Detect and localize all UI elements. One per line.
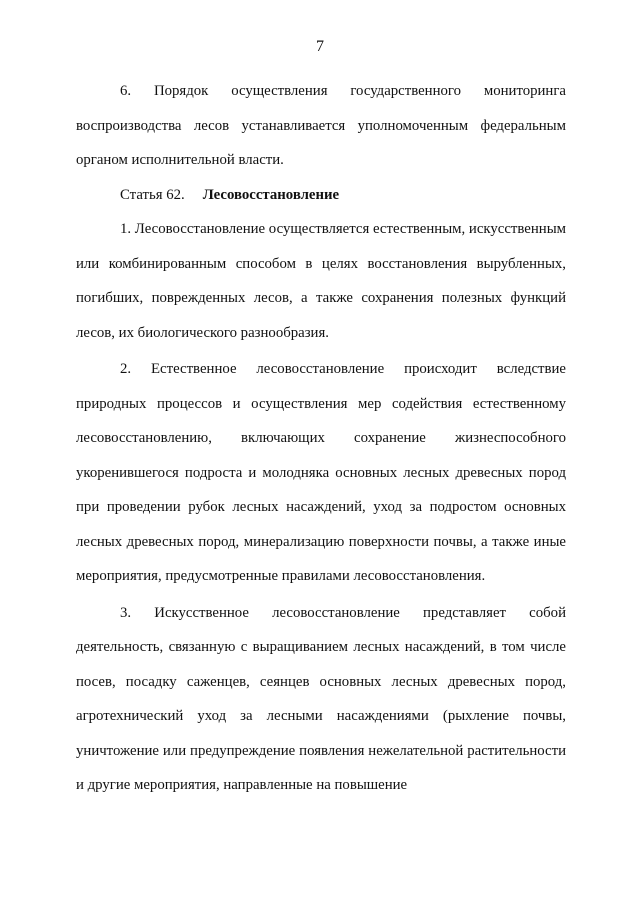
article-paragraph-2: 2. Естественное лесовосстановление происходит вследствие природных процессов и осуществления мер содействия естественному лесовосстановлению, включающих сохранение жизнеспособного укоренившегося подроста и молодняка основных лесных древесных пород при проведении рубок лесных насаждений, уход за подростом основных лесных древесных пород, минерализацию поверхности почвы, а также иные мероприятия, предусмотренные правилами лесовосстановления. [76, 361, 566, 584]
article-paragraph-1: 1. Лесовосстановление осуществляется естественным, искусственным или комбинированным способом в целях восстановления вырубленных, погибших, поврежденных лесов, а также сохранения полезных функций лесов, их биологического разнообразия. [76, 221, 566, 341]
paragraph-6: 6. Порядок осуществления государственного мониторинга воспроизводства лесов устанавливается уполномоченным федеральным органом исполнительной власти. [76, 83, 566, 168]
page-number: 7 [316, 38, 324, 55]
article-heading [76, 178, 566, 213]
article-title: Лесовосстановление [202, 186, 340, 203]
document-body [76, 74, 566, 803]
article-number: Статья 62. [120, 186, 185, 203]
article-paragraph-3: 3. Искусственное лесовосстановление представляет собой деятельность, связанную с выращиванием лесных насаждений, в том числе посев, посадку саженцев, сеянцев основных лесных древесных пород, агротехнический уход за лесными насаждениями (рыхление почвы, уничтожение или предупреждение появления нежелательной растительности и другие мероприятия, направленные на повышение [76, 604, 566, 793]
